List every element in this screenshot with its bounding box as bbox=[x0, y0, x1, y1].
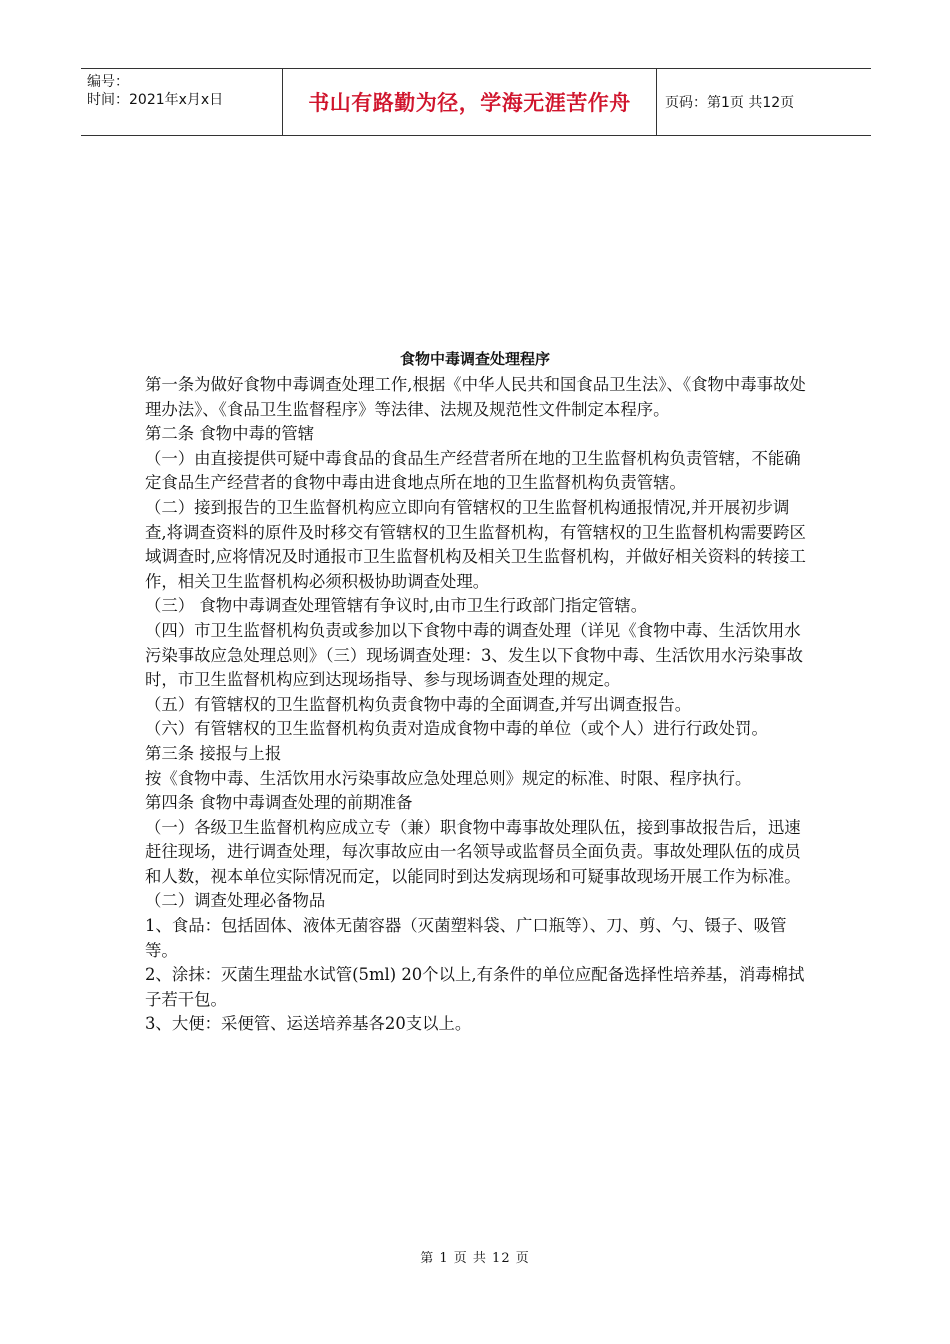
paragraph: （二）调查处理必备物品 bbox=[145, 891, 326, 911]
paragraph: （一）由直接提供可疑中毒食品的食品生产经营者所在地的卫生监督机构负责管辖，不能确定食品生产经营者的食物中毒由进食地点所在地的卫生监督机构负责管辖。 bbox=[145, 448, 801, 493]
list-item: 1、食品：包括固体、液体无菌容器（灭菌塑料袋、广口瓶等）、刀、剪、勺、镊子、吸管等。 bbox=[145, 916, 787, 960]
paragraph: （三） 食物中毒调查处理管辖有争议时,由市卫生行政部门指定管辖。 bbox=[145, 596, 648, 616]
motto-cell bbox=[283, 69, 657, 135]
paragraph: （一）各级卫生监督机构应成立专（兼）职食物中毒事故处理队伍，接到事故报告后，迅速赶往现场，进行调查处理，每次事故应由一名领导或监督员全面负责。事故处理队伍的成员和人数，视本单位实际情况而定，以能同时到达发病现场和可疑事故现场开展工作为标准。 bbox=[145, 817, 801, 886]
paragraph: （五）有管辖权的卫生监督机构负责食物中毒的全面调查,并写出调查报告。 bbox=[145, 694, 692, 714]
section-heading: 第四条 食物中毒调查处理的前期准备 bbox=[145, 793, 413, 813]
paragraph: （四）市卫生监督机构负责或参加以下食物中毒的调查处理（详见《食物中毒、生活饮用水污染事故应急处理总则》（三）现场调查处理：3、发生以下食物中毒、生活饮用水污染事故时，市卫生监督机构应到达现场指导、参与现场调查处理的规定。 bbox=[145, 620, 803, 690]
section-heading: 第二条 食物中毒的管辖 bbox=[145, 424, 315, 444]
list-item: 2、涂抹：灭菌生理盐水试管(5ml) 20个以上,有条件的单位应配备选择性培养基，消毒棉拭子若干包。 bbox=[145, 965, 805, 1009]
section-heading: 第三条 接报与上报 bbox=[145, 743, 282, 763]
header-meta-cell bbox=[81, 69, 283, 135]
date-label: 时间：2021年x月x日 bbox=[87, 92, 224, 108]
list-item: 3、大便：采便管、运送培养基各20支以上。 bbox=[145, 1014, 472, 1034]
paragraph: （二）接到报告的卫生监督机构应立即向有管辖权的卫生监督机构通报情况,并开展初步调查,将调查资料的原件及时移交有管辖权的卫生监督机构，有管辖权的卫生监督机构需要跨区域调查时,应将情况及时通报市卫生监督机构及相关卫生监督机构，并做好相关资料的转接工作，相关卫生监督机构必须积极协助调查处理。 bbox=[145, 497, 806, 591]
paragraph: （六）有管辖权的卫生监督机构负责对造成食物中毒的单位（或个人）进行行政处罚。 bbox=[145, 719, 768, 739]
motto-text: 书山有路勤为径，学海无涯苦作舟 bbox=[308, 91, 631, 115]
document-header bbox=[81, 68, 871, 136]
number-label: 编号： bbox=[87, 74, 129, 90]
page-info-cell bbox=[657, 69, 871, 135]
document-title: 食物中毒调查处理程序 bbox=[399, 350, 550, 368]
page-info-text: 页码：第1页 共12页 bbox=[665, 95, 795, 111]
document-body bbox=[145, 373, 810, 1037]
paragraph: 按《食物中毒、生活饮用水污染事故应急处理总则》规定的标准、时限、程序执行。 bbox=[145, 768, 752, 788]
paragraph: 第一条为做好食物中毒调查处理工作,根据《中华人民共和国食品卫生法》、《食物中毒事故处理办法》、《食品卫生监督程序》等法律、法规及规范性文件制定本程序。 bbox=[145, 375, 806, 419]
page-footer: 第 1 页 共 12 页 bbox=[420, 1251, 530, 1266]
